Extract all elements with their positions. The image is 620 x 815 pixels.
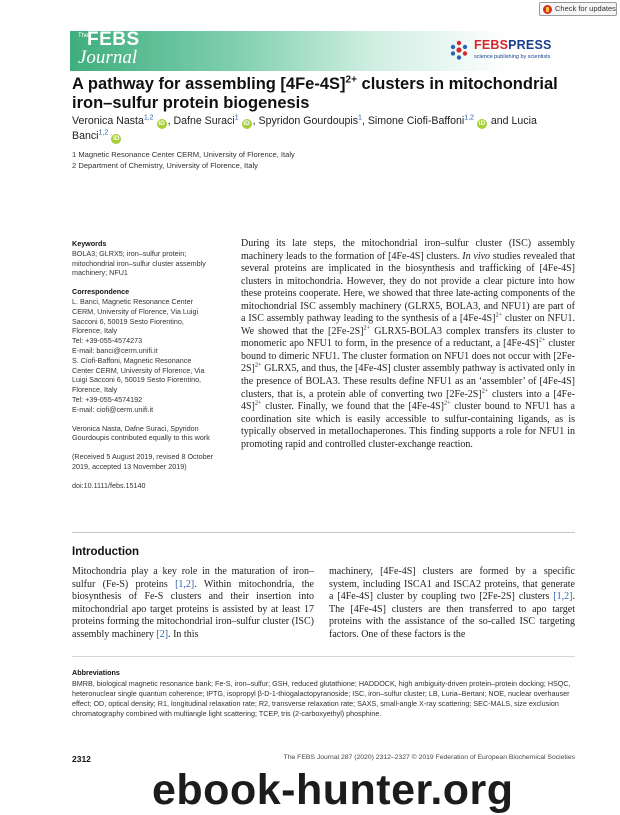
author-separator: , bbox=[252, 115, 259, 127]
keywords-section bbox=[72, 239, 232, 278]
article-title: A pathway for assembling $[4Fe-4S]^{2+}$ clusters in mitochondrial iron–sulfur protein biogenesis bbox=[72, 74, 558, 112]
watermark-text: ebook-hunter.org bbox=[152, 766, 514, 814]
doi-link[interactable]: doi:10.1111/febs.15140 bbox=[72, 480, 146, 490]
crossmark-icon bbox=[543, 5, 552, 14]
citation-link[interactable]: [1,2] bbox=[553, 591, 573, 602]
journal-footer: The FEBS Journal 287 (2020) 2312–2327 © 2019 Federation of European Biochemical Societies bbox=[283, 754, 575, 761]
author-name: Veronica Nasta bbox=[72, 115, 144, 127]
abbreviations-divider bbox=[72, 656, 575, 657]
correspondence-text: L. Banci, Magnetic Resonance Center CERM, University of Florence, Via Luigi Sacconi 6, 50019 Sesto Fiorentino, Florence, Italy Tel: +39-055-4574273 E-mail: banci@cerm.unifi.it S. Ciofi-Baffoni, Magnetic Resonance Center CERM, University of Florence, Via Luigi Sacconi 6, 50019 Sesto Fiorentino, Florence, Italy Tel: +39-055-4574192 E-mail: ciofi@cerm.unifi.it bbox=[72, 296, 205, 414]
author-affiliation-marker: 1,2 bbox=[464, 114, 474, 122]
keywords-text: BOLA3; GLRX5; iron–sulfur protein; mitochondrial iron–sulfur cluster assembly machinery; NFU1 bbox=[72, 248, 206, 278]
orcid-icon[interactable]: iD bbox=[158, 120, 165, 127]
author-affiliation-marker: 1 bbox=[358, 114, 362, 122]
affiliation-1: 1 Magnetic Resonance Center CERM, University of Florence, Italy bbox=[72, 150, 295, 159]
keywords-heading: Keywords bbox=[72, 239, 107, 248]
introduction-right-column: machinery, [4Fe-4S] clusters are formed by a specific system, including ISCA1 and ISCA2 proteins, that generate a [4Fe-4S] cluster by coupling two [2Fe-2S] clusters [1,2]. The [4Fe-4S] clusters are then transferred to apo target proteins with the assistance of the so-called ISC targeting factors. One of these factors is the bbox=[329, 566, 575, 640]
correspondence-heading: Correspondence bbox=[72, 287, 130, 297]
author-name: Simone Ciofi-Baffoni bbox=[367, 115, 465, 127]
author-name: Lucia Banci bbox=[72, 115, 537, 142]
section-divider bbox=[72, 532, 575, 533]
journal-logo-journal: Journal bbox=[78, 47, 138, 68]
introduction-left-column: Mitochondria play a key role in the maturation of iron–sulfur (Fe-S) proteins [1,2]. Within mitochondria, the biosynthesis of Fe-S clusters and their insertion into mitochondrial apo target proteins is assisted by at least 17 proteins forming the mitochondrial iron–sulfur cluster (ISC) assembly machinery [2]. In this bbox=[72, 566, 314, 640]
author-name: Dafne Suraci bbox=[173, 115, 235, 127]
contribution-note: Veronica Nasta, Dafne Suraci, Spyridon Gourdoupis contributed equally to this work bbox=[72, 423, 210, 443]
correspondence-section bbox=[72, 287, 232, 414]
author-name: Spyridon Gourdoupis bbox=[258, 115, 359, 127]
author-affiliation-marker: 1,2 bbox=[143, 114, 154, 122]
author-separator: and bbox=[487, 115, 512, 127]
febs-press-name: FEBSPRESS bbox=[474, 38, 552, 52]
abbreviations-text: BMRB, biological magnetic resonance bank; Fe-S, iron–sulfur; GSH, reduced glutathione; HADDOCK, high ambiguity-driven protein–protein docking; HSQC, heteronuclear single quantum coherence; IPTG, isopropyl β-D-1-thiogalactopyranoside; ISC, iron–sulfur cluster; LB, Luria–Bertani; NOE, nuclear overhauser effect; OD, optical density; R1, longitudinal relaxation rate; R2, transverse relaxation rate; SAXS, small-angle X-ray scattering; SEC-MALS, size exclusion chromatography combined with multiangle light scattering; TCEP, tris (2-carboxyethyl) phosphine. bbox=[72, 679, 571, 718]
introduction-heading: Introduction bbox=[72, 546, 140, 558]
citation-link[interactable]: [2] bbox=[156, 628, 169, 640]
author-list bbox=[72, 114, 572, 144]
citation-link[interactable]: [1,2] bbox=[175, 578, 195, 590]
author-separator: , bbox=[167, 115, 174, 127]
febs-press-dots-icon bbox=[448, 39, 470, 61]
journal-logo-febs: FEBS bbox=[87, 29, 140, 50]
orcid-icon[interactable]: iD bbox=[478, 120, 486, 127]
febs-press-logo bbox=[448, 35, 560, 65]
febs-press-tagline: science publishing by scientists bbox=[474, 54, 551, 60]
journal-logo-the: The bbox=[78, 33, 89, 39]
check-for-updates-label: Check for updates bbox=[555, 4, 616, 13]
abbreviations-heading: Abbreviations bbox=[72, 668, 120, 677]
page-number: 2312 bbox=[72, 754, 91, 764]
author-affiliation-marker: 1,2 bbox=[98, 129, 109, 137]
affiliation-2: 2 Department of Chemistry, University of Florence, Italy bbox=[72, 161, 258, 170]
orcid-icon[interactable]: iD bbox=[112, 135, 120, 142]
abstract-text: During its late steps, the mitochondrial iron–sulfur cluster (ISC) assembly machinery leads to the formation of [4Fe-4S] clusters. In vivo studies revealed that several proteins are implicated in the biosynthesis and trafficking of [4Fe-4S] clusters in mitochondria. However, they do not provide a clear picture into how these proteins cooperate. Here, we showed that three late-acting components of the mitochondrial ISC assembly machinery (GLRX5, BOLA3, and NFU1) are part of a ISC assembly pathway leading to the synthesis of a $[4Fe-4S]^{2+}$ cluster on NFU1. We showed that the $[2Fe-2S]^{2+}$ GLRX5-BOLA3 complex transfers its cluster to monomeric apo NFU1 to form, in the presence of a reductant, a $[4Fe-4S]^{2+}$ cluster bound to dimeric NFU1. The cluster formation on NFU1 does not occur with $[2Fe-2S]^{2+}$ GLRX5, and thus, the [4Fe-4S] cluster assembly pathway is activated only in the presence of BOLA3. These results define NFU1 as an ‘assembler’ of [4Fe-4S] clusters, that is, a protein able of converting two $[2Fe-2S]^{2+}$ clusters into a $[4Fe-4S]^{2+}$ cluster. Finally, we found that the $[4Fe-4S]^{2+}$ cluster bound to NFU1 has a coordination site which is easily accessible to sulfur-containing ligands, as is typically observed in metallochaperones. This finding supports a role for NFU1 in promoting rapid and controlled cluster-exchange reaction. bbox=[241, 238, 576, 450]
received-dates: (Received 5 August 2019, revised 8 October 2019, accepted 13 November 2019) bbox=[72, 452, 214, 471]
author-separator: , bbox=[361, 115, 368, 127]
article-sidebar bbox=[72, 239, 232, 491]
author-affiliation-marker: 1 bbox=[234, 114, 239, 122]
check-for-updates-button[interactable] bbox=[539, 2, 617, 16]
orcid-icon[interactable]: iD bbox=[243, 120, 250, 127]
